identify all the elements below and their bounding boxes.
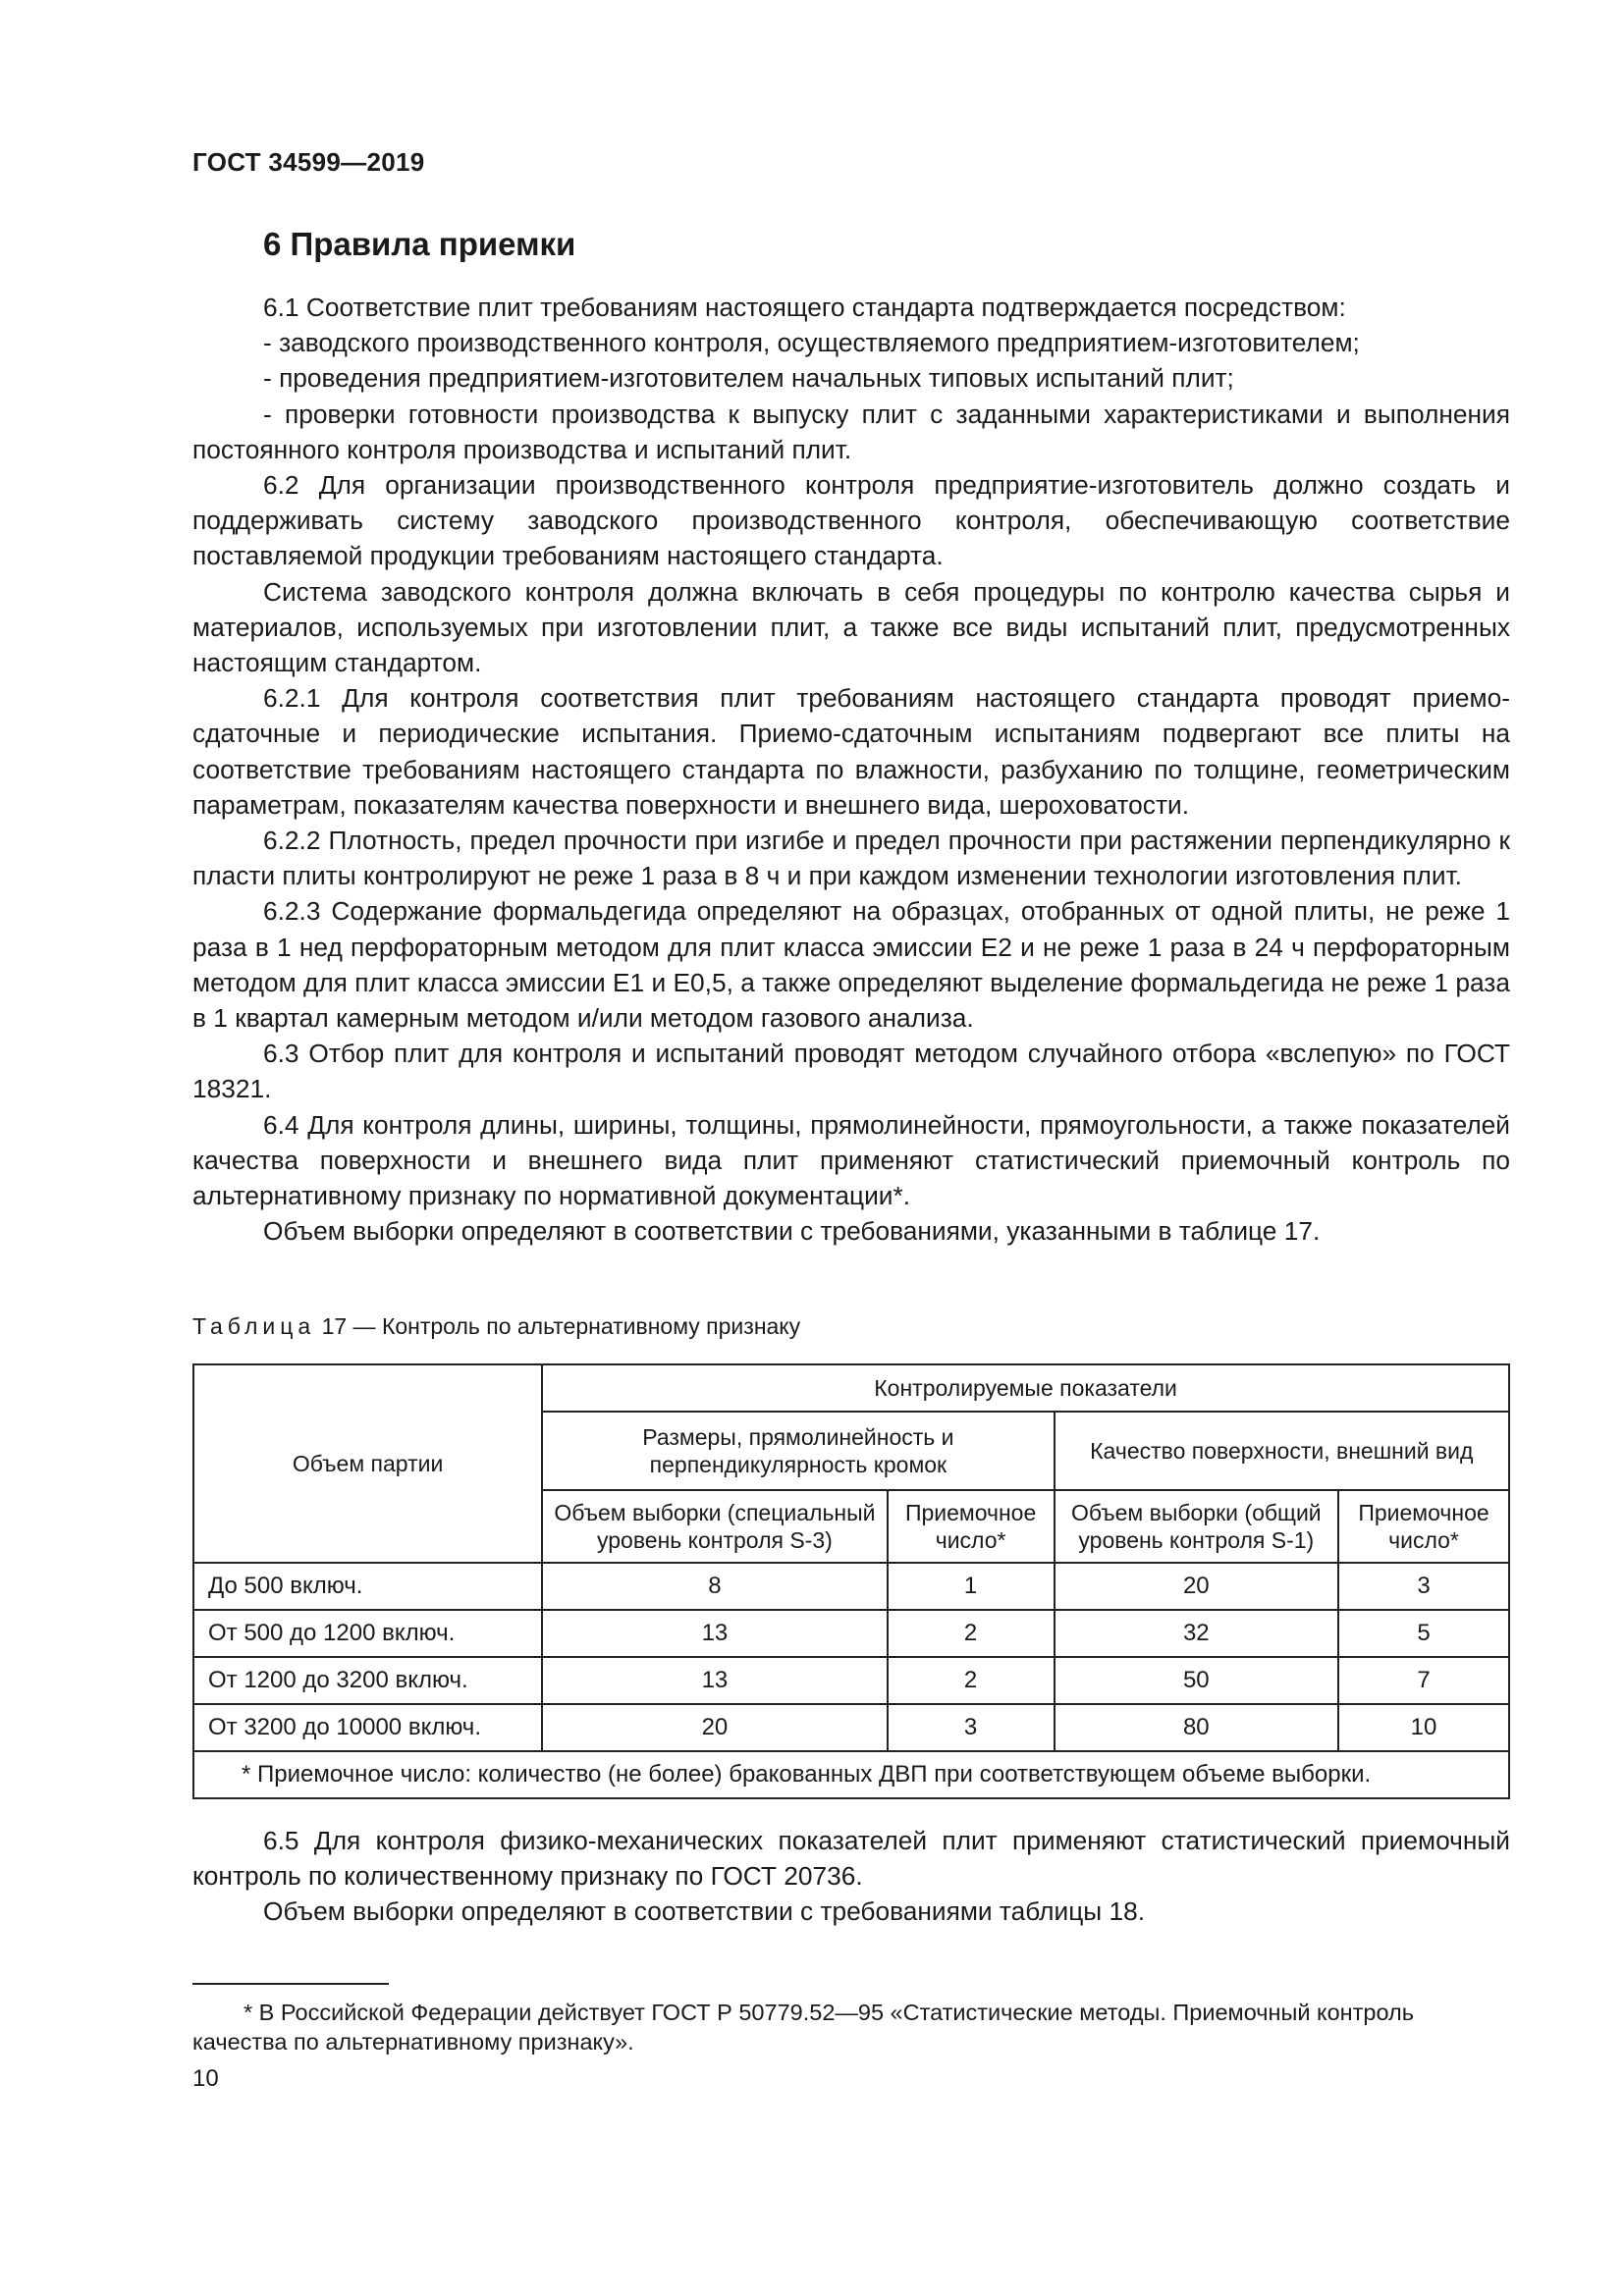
paragraph: 6.2.2 Плотность, предел прочности при изгибе и предел прочности при растяжении перпендикулярно к пласти плиты контролируют не реже 1 раза в 8 ч и при каждом изменении технологии изготовления плит. [192, 826, 1510, 891]
table-caption-label: Таблица [192, 1313, 316, 1339]
table-note: * Приемочное число: количество (не более) бракованных ДВП при соответствующем объеме выборки. [193, 1751, 1509, 1798]
table-row [193, 1657, 1509, 1704]
list-item: - проверки готовности производства к выпуску плит с заданными характеристиками и выполнения постоянного контроля производства и испытаний плит. [192, 399, 1510, 464]
document-id: ГОСТ 34599—2019 [192, 147, 425, 177]
table-caption [192, 1313, 800, 1340]
footnote-text: * В Российской Федерации действует ГОСТ Р 50779.52—95 «Статистические методы. Приемочный контроль качества по альтернативному признаку». [192, 2000, 1414, 2055]
accept-cell: 5 [1338, 1610, 1509, 1657]
lot-size-cell: От 3200 до 10000 включ. [193, 1704, 542, 1751]
accept-cell: 7 [1338, 1657, 1509, 1704]
header-surface-quality: Качество поверхности, внешний вид [1055, 1412, 1509, 1490]
sampling-table [192, 1363, 1510, 1799]
header-sample-general: Объем выборки (общий уровень контроля S-1) [1055, 1490, 1338, 1563]
sample-s3-cell: 13 [542, 1657, 887, 1704]
accept-cell: 3 [1338, 1563, 1509, 1610]
footnote [192, 1998, 1510, 2056]
footnote-divider [192, 1983, 389, 1985]
paragraph: 6.1 Соответствие плит требованиям настоящего стандарта подтверждается посредством: [263, 293, 1346, 322]
lot-size-cell: От 1200 до 3200 включ. [193, 1657, 542, 1704]
sample-s3-cell: 13 [542, 1610, 887, 1657]
header-dimensions: Размеры, прямолинейность и перпендикулярность кромок [542, 1412, 1054, 1490]
paragraph: 6.2.1 Для контроля соответствия плит требованиям настоящего стандарта проводят приемо-сдаточные и периодические испытания. Приемо-сдаточным испытаниям подвергают все плиты на соответствие требованиям настоящего стандарта по влажности, разбуханию по толщине, геометрическим параметрам, показателям качества поверхности и внешнего вида, шероховатости. [192, 683, 1510, 820]
sample-s1-cell: 80 [1055, 1704, 1338, 1751]
paragraph: 6.4 Для контроля длины, ширины, толщины, прямолинейности, прямоугольности, а также показателей качества поверхности и внешнего вида плит применяют статистический приемочный контроль по альтернативному признаку по нормативной документации*. [192, 1109, 1510, 1211]
lot-size-cell: До 500 включ. [193, 1563, 542, 1610]
accept-cell: 2 [888, 1610, 1055, 1657]
header-controlled-indicators: Контролируемые показатели [542, 1364, 1509, 1412]
header-sample-special: Объем выборки (специальный уровень контроля S-3) [542, 1490, 887, 1563]
paragraph: 6.2 Для организации производственного контроля предприятие-изготовитель должно создать и поддерживать систему заводского производственного контроля, обеспечивающую соответствие поставляемой продукции требованиям настоящего стандарта. [192, 470, 1510, 571]
table-row [193, 1610, 1509, 1657]
paragraph: Объем выборки определяют в соответствии с требованиями таблицы 18. [263, 1896, 1146, 1927]
paragraph: Система заводского контроля должна включать в себя процедуры по контролю качества сырья и материалов, используемых при изготовлении плит, а также все виды испытаний плит, предусмотренных настоящим стандартом. [192, 576, 1510, 678]
sample-s1-cell: 50 [1055, 1657, 1338, 1704]
table-row [193, 1704, 1509, 1751]
page-number: 10 [192, 2065, 219, 2092]
header-acceptance-number: Приемочное число* [888, 1490, 1055, 1563]
accept-cell: 2 [888, 1657, 1055, 1704]
paragraph: 6.3 Отбор плит для контроля и испытаний проводят методом случайного отбора «вслепую» по ГОСТ 18321. [192, 1039, 1510, 1104]
accept-cell: 1 [888, 1563, 1055, 1610]
accept-cell: 10 [1338, 1704, 1509, 1751]
paragraph: Объем выборки определяют в соответствии с требованиями, указанными в таблице 17. [263, 1216, 1321, 1247]
sample-s3-cell: 20 [542, 1704, 887, 1751]
lot-size-cell: От 500 до 1200 включ. [193, 1610, 542, 1657]
table-caption-text: 17 — Контроль по альтернативному признаку [321, 1313, 801, 1339]
table-row [193, 1563, 1509, 1610]
list-item: - проведения предприятием-изготовителем начальных типовых испытаний плит; [263, 363, 1234, 394]
sample-s1-cell: 20 [1055, 1563, 1338, 1610]
sample-s3-cell: 8 [542, 1563, 887, 1610]
header-acceptance-number: Приемочное число* [1338, 1490, 1509, 1563]
paragraph: 6.5 Для контроля физико-механических показателей плит применяют статистический приемочный контроль по количественному признаку по ГОСТ 20736. [192, 1826, 1510, 1892]
body-text [192, 290, 1510, 1249]
section-title: 6 Правила приемки [263, 226, 576, 262]
body-text-continued [192, 1823, 1510, 1930]
list-item: - заводского производственного контроля, осуществляемого предприятием-изготовителем; [263, 328, 1360, 358]
sample-s1-cell: 32 [1055, 1610, 1338, 1657]
header-lot-size: Объем партии [193, 1364, 542, 1563]
paragraph: 6.2.3 Содержание формальдегида определяют на образцах, отобранных от одной плиты, не реже 1 раза в 1 нед перфораторным методом для плит класса эмиссии Е2 и не реже 1 раза в 24 ч перфораторным методом для плит класса эмиссии Е1 и Е0,5, а также определяют выделение формальдегида не реже 1 раза в 1 квартал камерным методом и/или методом газового анализа. [192, 896, 1510, 1034]
accept-cell: 3 [888, 1704, 1055, 1751]
